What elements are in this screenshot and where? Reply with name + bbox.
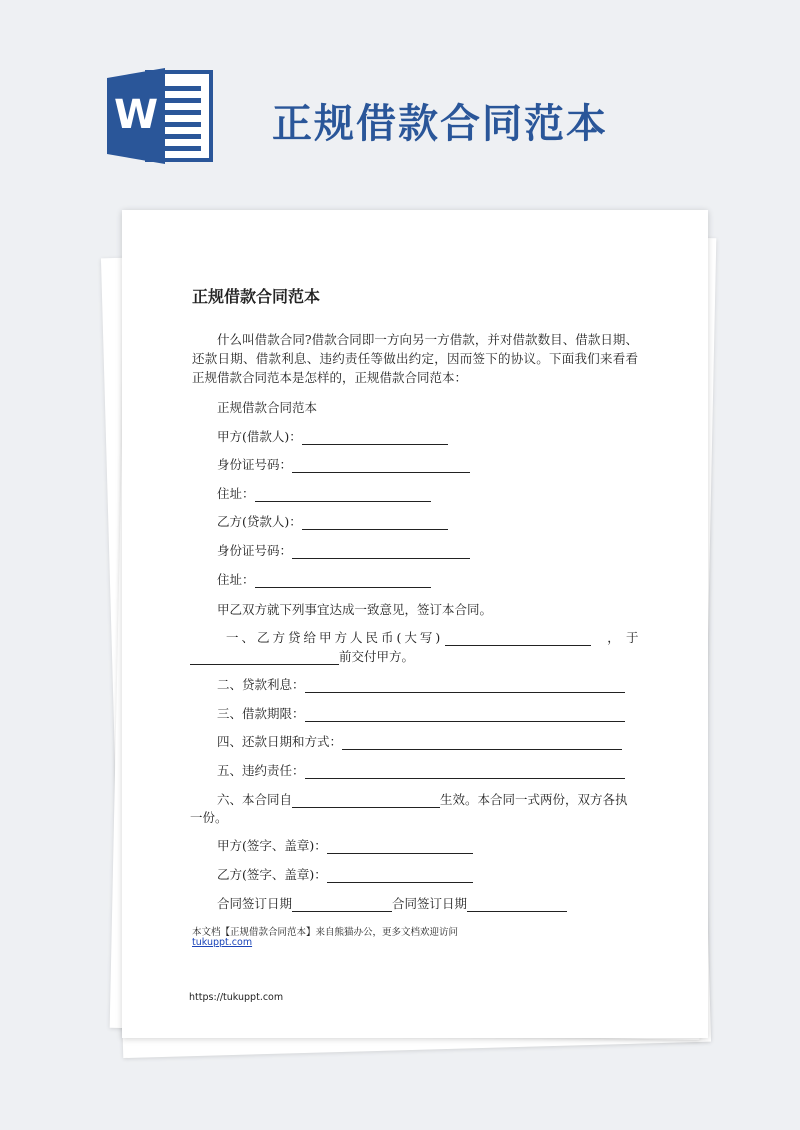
clause-6-line-2: 一份。 (190, 810, 228, 825)
agreement-line: 甲乙双方就下列事宜达成一致意见，签订本合同。 (217, 602, 493, 617)
address-a-blank (255, 487, 431, 502)
address-b-label: 住址： (217, 572, 255, 587)
id-a-blank (292, 458, 470, 473)
clause-2-label: 二、贷款利息： (217, 677, 305, 692)
header-title: 正规借款合同范本 (272, 101, 608, 147)
clause-1-label: 一、乙方贷给甲方人民币(大写) (226, 630, 444, 645)
sign-a-label: 甲方(签字、盖章)： (217, 838, 327, 853)
clause-3-field (217, 704, 625, 722)
footer-url: https://tukuppt.com (189, 992, 284, 1003)
address-b-field (217, 570, 431, 588)
sign-date-label-2: 合同签订日期 (392, 896, 468, 911)
clause-4-label: 四、还款日期和方式： (217, 734, 343, 749)
header (0, 0, 800, 200)
address-a-label: 住址： (217, 486, 255, 501)
clause-1-date-blank (190, 650, 339, 665)
clause-1-amount-blank (445, 631, 591, 646)
sign-a-field (217, 836, 473, 854)
clause-5-blank (305, 764, 625, 779)
clause-2-blank (305, 678, 625, 693)
clause-3-blank (305, 707, 625, 722)
intro-paragraph: 什么叫借款合同?借款合同即一方向另一方借款，并对借款数目、借款日期、还款日期、借款利息、违约责任等做出约定，因而签下的协议。下面我们来看看正规借款合同范本是怎样的，正规借款合同范本： (192, 332, 638, 385)
sign-b-field (217, 865, 473, 883)
document-title: 正规借款合同范本 (192, 287, 321, 306)
party-a-label: 甲方(借款人)： (217, 429, 302, 444)
id-b-label: 身份证号码： (217, 543, 293, 558)
footer-note: 本文档【正规借款合同范本】来自熊猫办公，更多文档欢迎访问 (192, 927, 459, 938)
clause-6-label: 六、本合同自 (217, 792, 293, 807)
party-b-field (217, 512, 448, 530)
clause-1-tail: 前交付甲方。 (339, 649, 415, 664)
document-subtitle: 正规借款合同范本 (217, 400, 318, 415)
clause-6-line-1 (217, 790, 628, 808)
sign-date-label: 合同签订日期 (217, 896, 293, 911)
clause-5-field (217, 761, 625, 779)
id-a-label: 身份证号码： (217, 457, 293, 472)
sign-date-blank (292, 897, 392, 912)
sign-date-blank-2 (467, 897, 567, 912)
footer-link[interactable]: tukuppt.com (192, 937, 253, 948)
clause-2-field (217, 675, 625, 693)
sign-date-field (217, 894, 567, 912)
party-a-field (217, 427, 448, 445)
clause-1-line-1 (226, 628, 623, 646)
clause-6-tail: 生效。本合同一式两份，双方各执 (440, 792, 628, 807)
party-a-blank (302, 430, 448, 445)
clause-1-separator: ， (607, 630, 623, 645)
word-document-icon (107, 68, 215, 164)
sign-b-blank (327, 868, 473, 883)
clause-1-yu: 于 (626, 630, 639, 645)
id-b-field (217, 541, 470, 559)
id-b-blank (292, 544, 470, 559)
party-b-blank (302, 515, 448, 530)
clause-6-blank (292, 793, 440, 808)
id-a-field (217, 455, 470, 473)
word-icon-letter: W (113, 92, 159, 138)
address-a-field (217, 484, 431, 502)
party-b-label: 乙方(贷款人)： (217, 514, 302, 529)
clause-4-blank (342, 735, 622, 750)
address-b-blank (255, 573, 431, 588)
clause-4-field (217, 732, 622, 750)
sign-b-label: 乙方(签字、盖章)： (217, 867, 327, 882)
clause-3-label: 三、借款期限： (217, 706, 305, 721)
sign-a-blank (327, 839, 473, 854)
clause-1-line-2 (190, 647, 414, 665)
clause-5-label: 五、违约责任： (217, 763, 305, 778)
